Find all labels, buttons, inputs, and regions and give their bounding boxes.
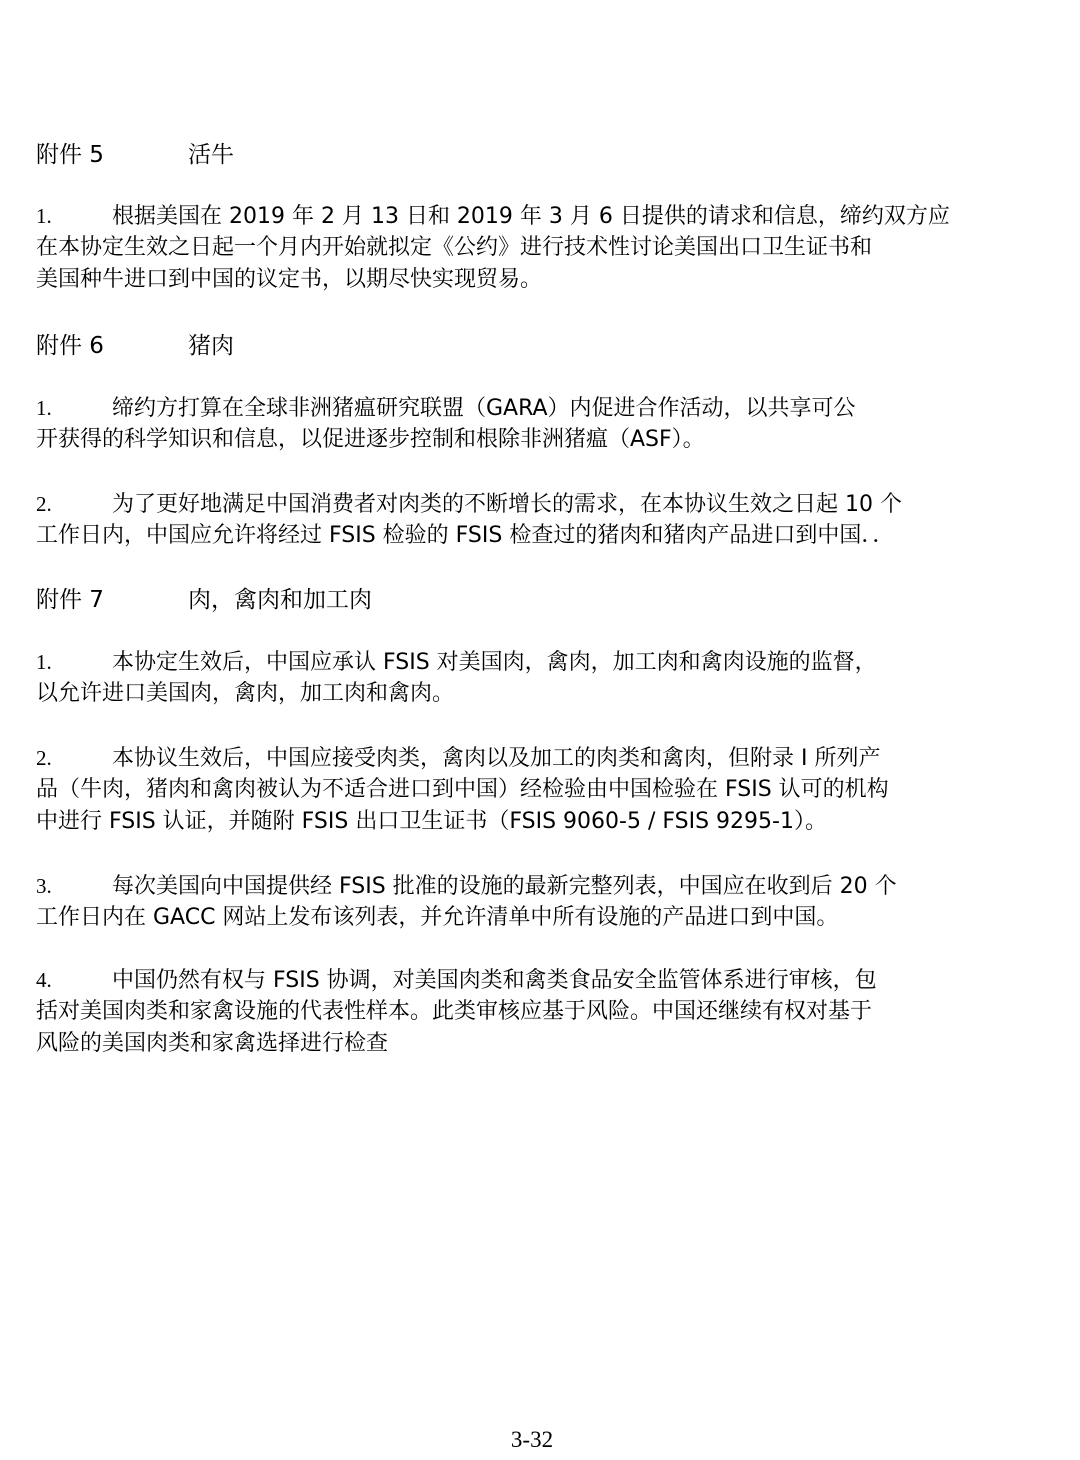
paragraph-line: 风险的美国肉类和家禽选择进行检查 [36,1031,389,1056]
paragraph-line: 为了更好地满足中国消费者对肉类的不断增长的需求，在本协议生效之日起 10 个 [112,492,902,517]
paragraph-number: 1. [36,204,52,228]
annex-label: 附件 6 [36,333,104,359]
paragraph-line: 本协议生效后，中国应接受肉类，禽肉以及加工的肉类和禽肉，但附录 I 所列产 [112,746,881,771]
paragraph-line: 品（牛肉，猪肉和禽肉被认为不适合进口到中国）经检验由中国检验在 FSIS 认可的机构 [36,777,889,802]
paragraph-line: 在本协定生效之日起一个月内开始就拟定《公约》进行技术性讨论美国出口卫生证书和 [36,235,873,260]
paragraph-number: 3. [36,874,52,898]
paragraph-line: 本协定生效后，中国应承认 FSIS 对美国肉，禽肉，加工肉和禽肉设施的监督， [112,650,877,675]
annex-7-paragraph-4 [36,964,1036,1060]
annex-label: 附件 5 [36,142,104,168]
paragraph-line: 根据美国在 2019 年 2 月 13 日和 2019 年 3 月 6 日提供的请求和信息，缔约双方应 [112,204,950,229]
paragraph-line: 每次美国向中国提供经 FSIS 批准的设施的最新完整列表，中国应在收到后 20 个 [112,874,897,899]
annex-5-paragraph-1 [36,200,1036,296]
annex-title: 活牛 [188,142,234,168]
annex-label: 附件 7 [36,587,104,613]
annex-6-paragraph-1 [36,392,1036,456]
annex-title: 猪肉 [188,333,234,359]
paragraph-line: 缔约方打算在全球非洲猪瘟研究联盟（GARA）内促进合作活动，以共享可公 [112,396,856,421]
paragraph-number: 4. [36,968,52,992]
paragraph-number: 2. [36,492,52,516]
paragraph-number: 1. [36,396,52,420]
annex-7-paragraph-3 [36,870,1036,934]
paragraph-line: 以允许进口美国肉，禽肉，加工肉和禽肉。 [36,681,455,706]
paragraph-line: 工作日内，中国应允许将经过 FSIS 检验的 FSIS 检查过的猪肉和猪肉产品进口到中国．． [36,523,895,548]
paragraph-line: 工作日内在 GACC 网站上发布该列表，并允许清单中所有设施的产品进口到中国。 [36,905,839,930]
paragraph-number: 2. [36,746,52,770]
annex-title: 肉，禽肉和加工肉 [188,587,372,613]
paragraph-line: 开获得的科学知识和信息，以促进逐步控制和根除非洲猪瘟（ASF）。 [36,427,705,452]
annex-7-paragraph-1 [36,646,1036,710]
page-number: 3-32 [510,1427,554,1452]
paragraph-line: 中进行 FSIS 认证，并随附 FSIS 出口卫生证书（FSIS 9060-5 / FSIS 9295-1）。 [36,809,827,834]
paragraph-line: 美国种牛进口到中国的议定书，以期尽快实现贸易。 [36,267,543,292]
annex-7-paragraph-2 [36,742,1036,838]
annex-6-paragraph-2 [36,488,1036,552]
paragraph-number: 1. [36,650,52,674]
paragraph-line: 括对美国肉类和家禽设施的代表性样本。此类审核应基于风险。中国还继续有权对基于 [36,999,873,1024]
paragraph-line: 中国仍然有权与 FSIS 协调，对美国肉类和禽类食品安全监管体系进行审核，包 [112,968,877,993]
